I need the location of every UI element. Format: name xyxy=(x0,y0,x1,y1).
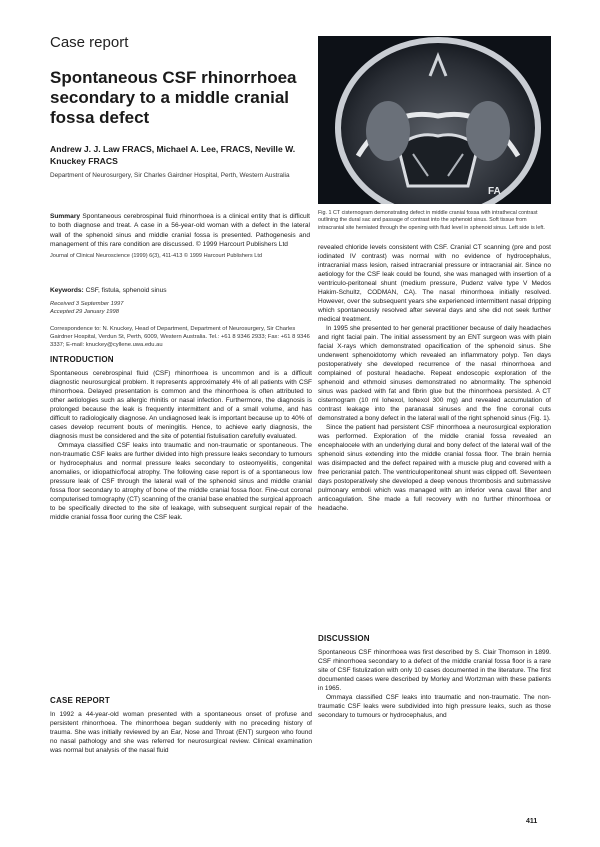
keywords-label: Keywords: xyxy=(50,287,84,294)
intro-paragraph: Spontaneous cerebrospinal fluid (CSF) rhinorrhoea is uncommon and is a difficult diagnostic neurosurgical problem. It represents approximately 4% of all patients with CSF rhinorrhoea. Delayed presentation is common and the rhinorrhoea is often attributed to other aetiologies such as allergic rhinitis or nasal infection. Furthermore, the diagnosis is prolonged because the leak is frequently intermittent and of a small volume, and has difficult to radiologically diagnose. An undiagnosed leak is important because up to 40% of cases develop recurrent bouts of meningitis. Hence, to achieve early diagnosis, the diagnosis must be considered and the site of potential fistulisation carefully evaluated. xyxy=(50,370,312,440)
discussion-paragraph: Ommaya classified CSF leaks into traumatic and non-traumatic. The non-traumatic CSF leaks were subdivided into high pressure leaks, such as those secondary to tumours or hydrocephalus, and xyxy=(318,694,551,719)
abstract-text: Spontaneous cerebrospinal fluid rhinorrhoea is a clinical entity that is difficult to both diagnose and treat. A case in a 56-year-old woman with a defect in the lateral wall of the sphenoid sinus and middle cranial fossa is presented. Pathogenesis and management of this rare condition are discussed. © 1999 Harcourt Publishers Ltd xyxy=(50,213,310,248)
intro-heading: INTRODUCTION xyxy=(50,355,114,364)
intro-section xyxy=(50,369,312,522)
case-paragraph: In 1992 a 44-year-old woman presented with a spontaneous onset of profuse and persistent rhinorrhoea. The rhinorrhoea began suddenly with no preceding history of trauma. She was initially reviewed by an Ear, Nose and Throat (ENT) surgeon who found no nasal pathology and she was referred for neurosurgical review. Clinical examination was normal but analysis of the nasal fluid xyxy=(50,711,312,754)
dates xyxy=(50,300,310,316)
article-title: Spontaneous CSF rhinorrhoea secondary to a middle cranial fossa defect xyxy=(50,68,297,127)
case-section xyxy=(50,710,312,755)
received-date: Received 3 September 1997 xyxy=(50,301,124,307)
ct-scan-image xyxy=(318,36,551,204)
abstract xyxy=(50,212,310,260)
author-list: Andrew J. J. Law FRACS, Michael A. Lee, FRACS, Neville W. Knuckey FRACS xyxy=(50,144,296,166)
keywords xyxy=(50,286,310,295)
intro-paragraph: Ommaya classified CSF leaks into traumatic and non-traumatic or spontaneous. The non-traumatic CSF leaks are further divided into high pressure leaks secondary to tumours or hydrocephalus and normal pressure leaks secondary to osteomyelitis, congenital anomalies, or idiopathic/focal atrophy. The following case report is of a spontaneous low pressure leak of CSF through the lateral wall of the sphenoid sinus and middle cranial fossa floor secondary to atrophy of bone of the middle cranial fossa floor. Fine-cut coronal computerised tomography (CT) scanning of the cranial base enabled the surgical approach to be specifically directed to the site of leakage, with subsequent surgical repair of the middle cranial fossa floor curing the CSF leak. xyxy=(50,442,312,521)
citation: Journal of Clinical Neuroscience (1999) 6(3), 411-413 © 1999 Harcourt Publishers Ltd xyxy=(50,253,263,260)
page-number: 411 xyxy=(526,818,538,825)
figure-letter: FA xyxy=(488,186,501,197)
correspondence: Correspondence to: N. Knuckey, Head of Department, Department of Neurosurgery, Sir Charles Gairdner Hospital, Verdun St, Perth, 6009, Western Australia. Tel.: +61 8 9346 2933; Fax: +61 8 9346 3337; E-mail: knuckey@cyllene.uwa.edu.au xyxy=(50,326,310,349)
keywords-text: CSF, fistula, sphenoid sinus xyxy=(85,287,167,294)
affiliation: Department of Neurosurgery, Sir Charles Gairdner Hospital, Perth, Western Australia xyxy=(50,172,290,179)
discussion-paragraph: Spontaneous CSF rhinorrhoea was first described by S. Clair Thomson in 1899. CSF rhinorrhoea secondary to a defect of the middle cranial fossa floor is a rare site of CSF fistulization with only 10 cases documented in the literature. The first documented cases were described by Morley and Wortzman with these patients in 1965. xyxy=(318,649,551,692)
ct-figure xyxy=(318,36,551,204)
case-paragraph: In 1995 she presented to her general practitioner because of daily headaches and right facial pain. The initial assessment by an ENT surgeon was with plain facial X-rays which demonstrated opacification of the sphenoid sinus. She underwent sphenoidotomy which revealed an inflammatory polyp. Ten days postoperatively she developed recurrence of the nasal rhinorrhoea and complained of postural headache. Repeat endoscopic exploration of the sphenoid and ethmoid sinuses demonstrated no abnormality. The sphenoid sinus was packed with fat and fibrin glue but the rhinorrhoea persisted. A CT cisternogram (10 ml Iohexol, Iohexol 300 mg) and revealed accumulation of contrast leakage into the paranasal sinuses and the fine coronal cuts demonstrated a bony defect in the lateral wall of the right sphenoid sinus (Fig. 1). xyxy=(318,325,551,422)
discussion-heading: DISCUSSION xyxy=(318,634,370,643)
case-paragraph: revealed chloride levels consistent with CSF. Cranial CT scanning (pre and post iodinated IV contrast) was normal with no evidence of hydrocephalus, intracranial mass lesion, raised intracranial pressure or intracranial air. Since no aetiology for the CSF leak could be found, she was managed with insertion of a ventriculo-peritoneal shunt (medium pressure, Pudenz valve type V Medos Hakim-Schultz, CODMAN, CA). The nasal rhinorrhoea initially resolved. However, over the subsequent years she experienced intermittent nasal dripping which spontaneously resolved after several days and she did not seek further medical treatment. xyxy=(318,244,551,323)
figure-caption: Fig. 1 CT cisternogram demonstrating defect in middle cranial fossa with intrathecal contrast outlining the dural sac and passage of contrast into the sphenoid sinus. Soft tissue from intracranial site herniated through the opening with fluid level in sphenoid sinus. Left side is left. xyxy=(318,210,545,231)
case-continuation xyxy=(318,243,551,513)
section-label: Case report xyxy=(50,34,129,51)
case-heading: CASE REPORT xyxy=(50,696,110,705)
accepted-date: Accepted 29 January 1998 xyxy=(50,309,119,316)
abstract-label: Summary xyxy=(50,213,81,220)
case-paragraph: Since the patient had persistent CSF rhinorrhoea a neurosurgical exploration was performed. Exploration of the middle cranial fossa revealed an encephalocele with an underlying dural and bony defect of the lateral wall of the sphenoid sinus extending into the middle cranial fossa floor. The brain hernia was disimpacted and the defect repaired with a muscle plug and covered with a free pericranial patch. The ventriculoperitoneal shunt was clipped off. Seventeen days postoperatively she developed a deep venous thrombosis and submassive pulmonary emboli which was managed with an inferior vena caval filter and anticoagulation. She made a full recovery with no further rhinorrhoea or headache. xyxy=(318,424,551,512)
discussion-section xyxy=(318,648,551,720)
